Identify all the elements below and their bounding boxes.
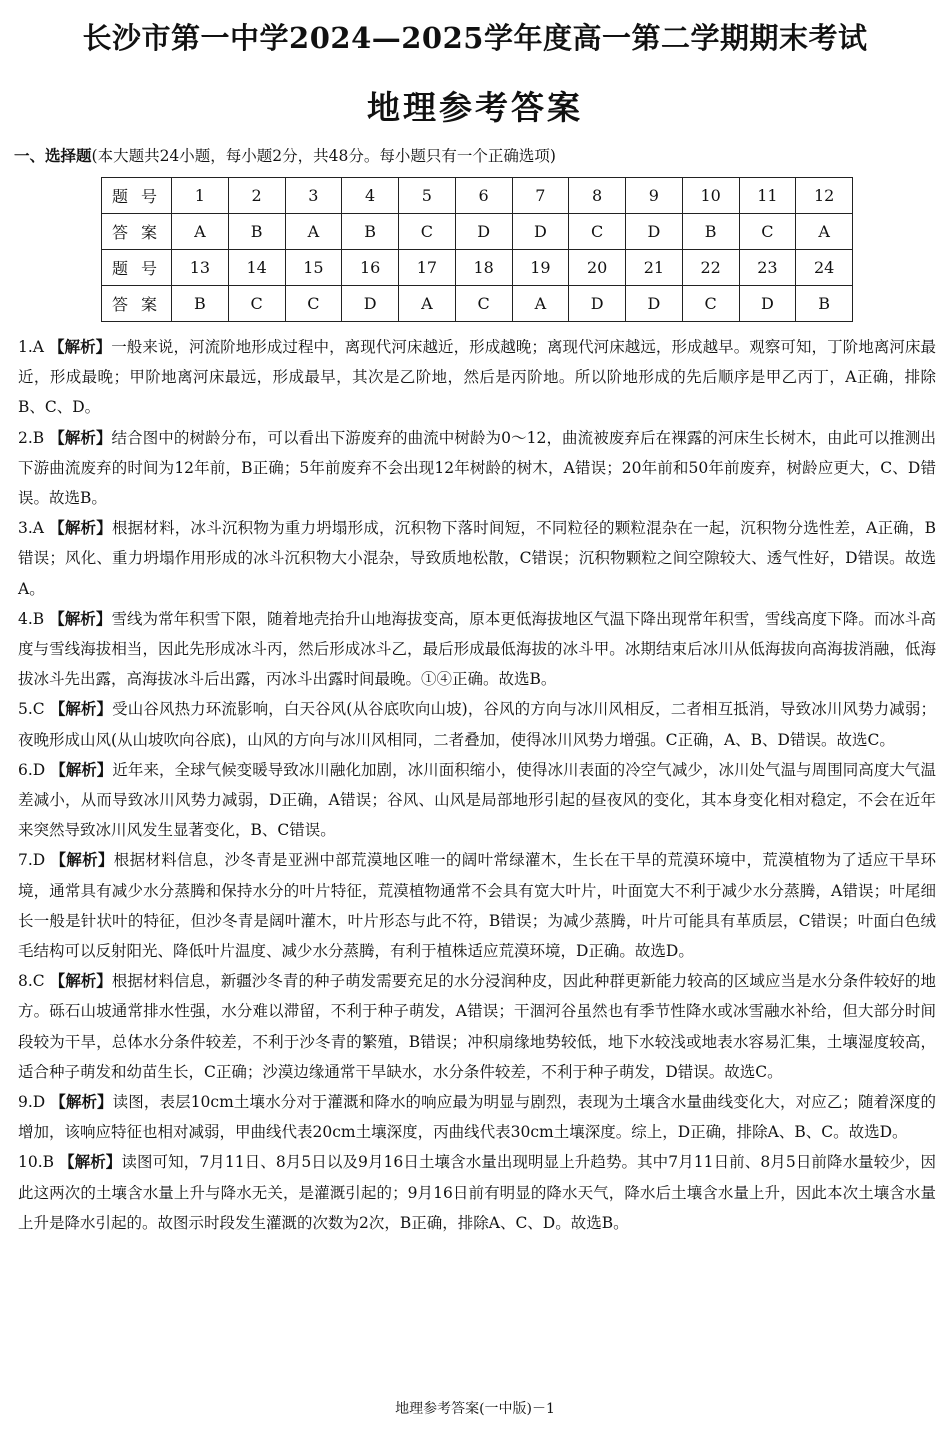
question-number: 19 xyxy=(512,250,569,286)
answer-cell: D xyxy=(626,214,683,250)
list-item xyxy=(18,513,936,604)
answer-cell: D xyxy=(569,286,626,322)
item-tag: 【解析】 xyxy=(50,759,113,779)
list-item xyxy=(18,1147,936,1238)
answer-cell: D xyxy=(626,286,683,322)
item-number: 5.C xyxy=(18,700,45,719)
answer-cell: D xyxy=(512,214,569,250)
row-label: 答 案 xyxy=(102,214,172,250)
answer-cell: A xyxy=(399,286,456,322)
section-heading xyxy=(14,144,556,166)
question-number: 21 xyxy=(626,250,683,286)
answer-cell: B xyxy=(342,214,399,250)
item-text: 读图可知，7月11日、8月5日以及9月16日土壤含水量出现明显上升趋势。其中7月11日前、8月5日前降水量较少，因此这两次的土壤含水量上升与降水无关，是灌溉引起的；9月16日前有明显的降水天气，降水后土壤含水量上升，因此本次土壤含水量上升是降水引起的。故图示时段发生灌溉的次数为2次，B正确，排除A、C、D。故选B。 xyxy=(18,1153,936,1232)
answer-cell: C xyxy=(455,286,512,322)
answer-cell: A xyxy=(285,214,342,250)
question-number: 22 xyxy=(682,250,739,286)
item-text: 根据材料信息，新疆沙冬青的种子萌发需要充足的水分浸润种皮，因此种群更新能力较高的区域应当是水分条件较好的地方。砾石山坡通常排水性强，水分难以滞留，不利于种子萌发，A错误；干涸河谷虽然也有季节性降水或冰雪融水补给，但大部分时间段较为干旱，总体水分条件较差，不利于沙冬青的繁殖，B错误；冲积扇缘地势较低，地下水较浅或地表水容易汇集，土壤湿度较高，适合种子萌发和幼苗生长，C正确；沙漠边缘通常干旱缺水，水分条件较差，不利于种子萌发，D错误。故选C。 xyxy=(18,972,936,1081)
item-tag: 【解析】 xyxy=(59,1152,122,1172)
list-item xyxy=(18,604,936,695)
answer-cell: C xyxy=(285,286,342,322)
question-number: 17 xyxy=(399,250,456,286)
item-tag: 【解析】 xyxy=(50,1092,113,1112)
item-text: 受山谷风热力环流影响，白天谷风(从谷底吹向山坡)，谷风的方向与冰川风相反，二者相互抵消，导致冰川风势力减弱；夜晚形成山风(从山坡吹向谷底)，山风的方向与冰川风相同，二者叠加，使得冰川风势力增强。C正确，A、B、D错误。故选C。 xyxy=(18,700,936,749)
item-number: 9.D xyxy=(18,1093,46,1112)
answer-cell: B xyxy=(796,286,853,322)
question-number: 9 xyxy=(626,178,683,214)
question-number: 23 xyxy=(739,250,796,286)
item-tag: 【解析】 xyxy=(48,337,112,356)
table-row xyxy=(102,286,853,322)
answer-cell: B xyxy=(228,214,285,250)
answer-table xyxy=(101,177,853,322)
item-number: 10.B xyxy=(18,1153,55,1172)
item-text: 根据材料，冰斗沉积物为重力坍塌形成，沉积物下落时间短，不同粒径的颗粒混杂在一起，沉积物分选性差，A正确，B错误；风化、重力坍塌作用形成的冰斗沉积物大小混杂，导致质地松散，C错误；沉积物颗粒之间空隙较大、透气性好，D错误。故选A。 xyxy=(18,519,936,598)
item-number: 3.A xyxy=(18,519,44,538)
item-number: 6.D xyxy=(18,760,46,779)
answer-cell: A xyxy=(512,286,569,322)
item-number: 1.A xyxy=(18,338,44,356)
row-label: 题 号 xyxy=(102,178,172,214)
answer-cell: A xyxy=(172,214,229,250)
answer-cell: B xyxy=(172,286,229,322)
row-label: 题 号 xyxy=(102,250,172,286)
item-text: 结合图中的树龄分布，可以看出下游废弃的曲流中树龄为0～12，曲流被废弃后在裸露的河床生长树木，由此可以推测出下游曲流废弃的时间为12年前，B正确；5年前废弃不会出现12年树龄的树木，A错误；20年前和50年前废弃，树龄应更大，C、D错误。故选B。 xyxy=(18,428,936,508)
item-text: 近年来，全球气候变暖导致冰川融化加剧，冰川面积缩小，使得冰川表面的冷空气减少，冰川处气温与周围同高度大气温差减小，从而导致冰川风势力减弱，D正确，A错误；谷风、山风是局部地形引起的昼夜风的变化，其本身变化相对稳定，不会在近年来突然导致冰川风发生显著变化，B、C错误。 xyxy=(18,760,936,840)
question-number: 11 xyxy=(739,178,796,214)
answer-cell: C xyxy=(739,214,796,250)
question-number: 10 xyxy=(682,178,739,214)
question-number: 16 xyxy=(342,250,399,286)
item-number: 4.B xyxy=(18,609,45,628)
item-tag: 【解析】 xyxy=(49,699,113,719)
item-text: 读图，表层10cm土壤水分对于灌溉和降水的响应最为明显与剧烈，表现为土壤含水量曲线变化大，对应乙；随着深度的增加，该响应特征也相对减弱，甲曲线代表20cm土壤深度，丙曲线代表30cm土壤深度。综上，D正确，排除A、B、C。故选D。 xyxy=(18,1093,936,1142)
page-footer: 地理参考答案(一中版)－1 xyxy=(395,1401,555,1417)
row-label: 答 案 xyxy=(102,286,172,322)
answer-cell: C xyxy=(682,286,739,322)
list-item xyxy=(18,966,936,1087)
table-row xyxy=(102,250,853,286)
table-row xyxy=(102,178,853,214)
question-number: 15 xyxy=(285,250,342,286)
list-item xyxy=(18,694,936,754)
answer-cell: D xyxy=(455,214,512,250)
answer-cell: A xyxy=(796,214,853,250)
question-number: 12 xyxy=(796,178,853,214)
list-item xyxy=(18,845,936,966)
answer-cell: C xyxy=(569,214,626,250)
question-number: 18 xyxy=(455,250,512,286)
list-item xyxy=(18,332,936,423)
section-note: (本大题共24小题，每小题2分，共48分。每小题只有一个正确选项) xyxy=(91,147,556,165)
answer-cell: D xyxy=(342,286,399,322)
item-tag: 【解析】 xyxy=(50,850,114,870)
question-number: 13 xyxy=(172,250,229,286)
page-title: 长沙市第一中学2024—2025学年度高一第二学期期末考试 xyxy=(82,21,868,55)
item-tag: 【解析】 xyxy=(49,971,112,991)
answer-cell: C xyxy=(228,286,285,322)
question-number: 2 xyxy=(228,178,285,214)
question-number: 6 xyxy=(455,178,512,214)
item-text: 一般来说，河流阶地形成过程中，离现代河床越近，形成越晚；离现代河床越远，形成越早。观察可知，丁阶地离河床最近，形成最晚；甲阶地离河床最远，形成最早，其次是乙阶地，然后是丙阶地。所以阶地形成的先后顺序是甲乙丙丁，A正确，排除B、C、D。 xyxy=(18,338,936,417)
question-number: 5 xyxy=(399,178,456,214)
explanation-list xyxy=(18,332,936,1238)
table-row xyxy=(102,214,853,250)
question-number: 3 xyxy=(285,178,342,214)
item-number: 8.C xyxy=(18,972,45,991)
item-tag: 【解析】 xyxy=(49,518,112,538)
answer-cell: B xyxy=(682,214,739,250)
question-number: 4 xyxy=(342,178,399,214)
answer-cell: D xyxy=(739,286,796,322)
question-number: 20 xyxy=(569,250,626,286)
answer-cell: C xyxy=(399,214,456,250)
list-item xyxy=(18,423,936,514)
item-tag: 【解析】 xyxy=(49,608,112,628)
item-number: 2.B xyxy=(18,428,45,447)
page-subtitle: 地理参考答案 xyxy=(367,88,583,127)
item-tag: 【解析】 xyxy=(49,427,112,447)
item-text: 雪线为常年积雪下限，随着地壳抬升山地海拔变高，原本更低海拔地区气温下降出现常年积雪，雪线高度下降。而冰斗高度与雪线海拔相当，因此先形成冰斗丙，然后形成冰斗乙，最后形成最低海拔的冰斗甲。冰期结束后冰川从低海拔向高海拔消融，低海拔冰斗先出露，高海拔冰斗后出露，丙冰斗出露时间最晚。①④正确。故选B。 xyxy=(18,609,936,689)
list-item xyxy=(18,755,936,846)
question-number: 7 xyxy=(512,178,569,214)
item-text: 根据材料信息，沙冬青是亚洲中部荒漠地区唯一的阔叶常绿灌木，生长在干旱的荒漠环境中，荒漠植物为了适应干旱环境，通常具有减少水分蒸腾和保持水分的叶片特征，荒漠植物通常不会具有宽大叶片，叶面宽大不利于减少水分蒸腾，A错误；叶尾细长一般是针状叶的特征，但沙冬青是阔叶灌木，叶片形态与此不符，B错误；为减少蒸腾，叶片可能具有革质层，C错误；叶面白色绒毛结构可以反射阳光、降低叶片温度、减少水分蒸腾，有利于植株适应荒漠环境，D正确。故选D。 xyxy=(18,851,936,961)
section-lead: 一、选择题 xyxy=(14,146,92,165)
question-number: 8 xyxy=(569,178,626,214)
list-item xyxy=(18,1087,936,1147)
item-number: 7.D xyxy=(18,851,46,870)
question-number: 24 xyxy=(796,250,853,286)
question-number: 1 xyxy=(172,178,229,214)
question-number: 14 xyxy=(228,250,285,286)
